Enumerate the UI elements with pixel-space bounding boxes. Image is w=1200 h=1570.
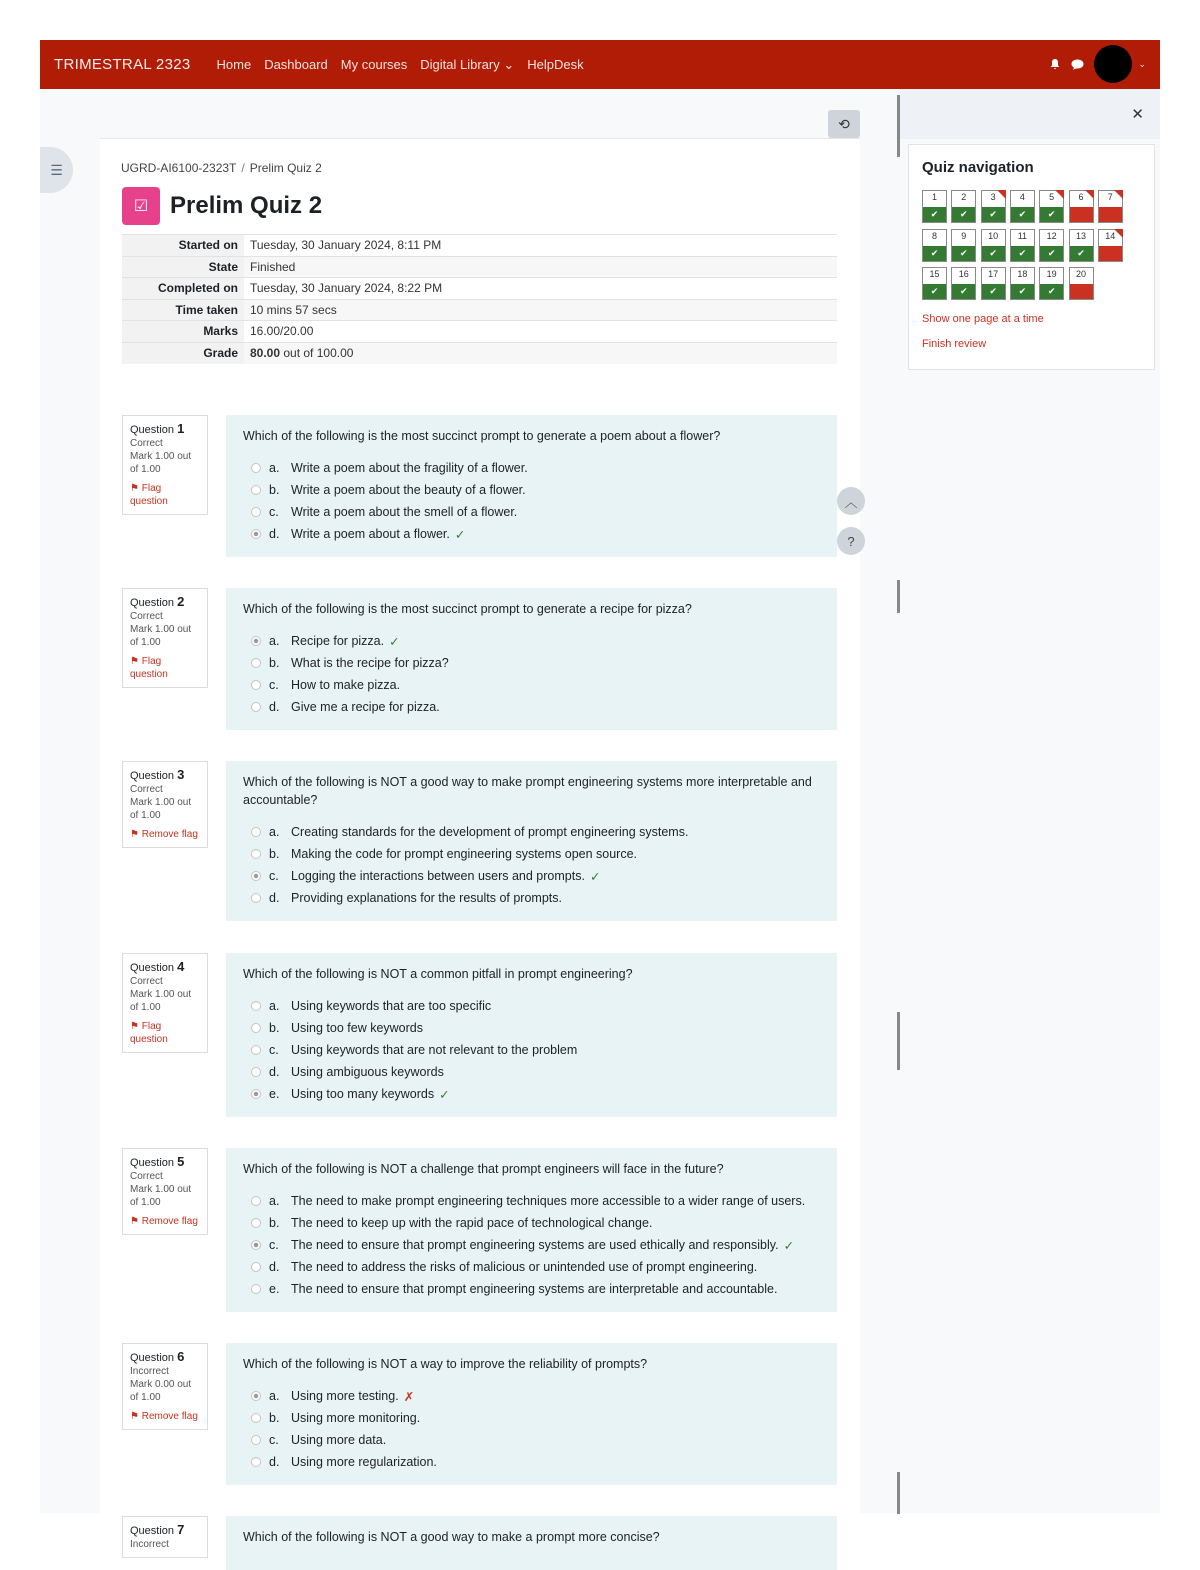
incorrect-marker	[1070, 207, 1093, 222]
answer-text: The need to address the risks of malicious or unintended use of prompt engineering.	[291, 1260, 758, 1274]
question-content	[226, 588, 837, 730]
question-info	[122, 1516, 208, 1558]
answer-radio[interactable]	[251, 1435, 261, 1445]
check-icon: ✔	[952, 284, 975, 299]
summary-key: Time taken	[122, 299, 244, 321]
quiz-nav-button[interactable]	[1098, 229, 1123, 262]
question-mark: Mark 1.00 out of 1.00	[130, 624, 192, 648]
answer-text: The need to keep up with the rapid pace of technological change.	[291, 1216, 653, 1230]
question-number: Question 6	[130, 1349, 185, 1364]
check-icon: ✔	[1011, 284, 1034, 299]
question-content	[226, 953, 837, 1117]
breadcrumb	[121, 161, 322, 175]
question-state: Correct	[130, 611, 163, 622]
question-info	[122, 953, 208, 1053]
question-text: Which of the following is the most succinct prompt to generate a recipe for pizza?	[243, 602, 692, 616]
answer-letter: c.	[269, 1433, 279, 1447]
answer-text: Recipe for pizza.	[291, 634, 385, 648]
answer-option	[243, 1039, 820, 1061]
answer-text: The need to ensure that prompt engineering systems are interpretable and accountable.	[291, 1282, 778, 1296]
answer-option	[243, 1385, 820, 1407]
question-content	[226, 415, 837, 557]
answer-radio[interactable]	[251, 680, 261, 690]
flag-icon: ⚑	[130, 656, 139, 667]
answer-radio[interactable]	[251, 893, 261, 903]
flag-icon	[1114, 190, 1123, 199]
answer-radio[interactable]	[251, 1089, 261, 1099]
question-info	[122, 1148, 208, 1235]
answer-radio[interactable]	[251, 1284, 261, 1294]
answer-option	[243, 995, 820, 1017]
check-icon: ✔	[982, 246, 1005, 261]
quiz-nav-button[interactable]	[981, 229, 1006, 262]
summary-value: 16.00/20.00	[244, 321, 837, 343]
question-state: Correct	[130, 976, 163, 987]
answer-radio[interactable]	[251, 529, 261, 539]
answer-option	[243, 865, 820, 887]
page	[40, 40, 1160, 1550]
answer-letter: b.	[269, 656, 280, 670]
answer-text: Making the code for prompt engineering systems open source.	[291, 847, 638, 861]
flag-icon: ⚑	[130, 1021, 139, 1032]
question-text: Which of the following is NOT a common pitfall in prompt engineering?	[243, 967, 633, 981]
answer-radio[interactable]	[251, 1413, 261, 1423]
check-icon: ✔	[1040, 284, 1063, 299]
answer-text: Give me a recipe for pizza.	[291, 700, 440, 714]
answer-option	[243, 1212, 820, 1234]
answer-option	[243, 696, 820, 718]
flag-icon: ⚑	[130, 1216, 139, 1227]
chevron-down-icon: ⌄	[503, 56, 515, 72]
nav-home[interactable]: Home	[216, 56, 252, 72]
answer-text: Using too few keywords	[291, 1021, 424, 1035]
answer-option	[243, 1083, 820, 1105]
question-text: Which of the following is NOT a way to improve the reliability of prompts?	[243, 1357, 648, 1371]
cross-icon: ✗	[403, 1389, 415, 1404]
quiz-nav-button[interactable]	[1039, 229, 1064, 262]
question-state: Incorrect	[130, 1366, 169, 1377]
question-info	[122, 1343, 208, 1430]
close-icon[interactable]: ✕	[1131, 106, 1144, 123]
quiz-icon: ☑	[122, 187, 160, 225]
quiz-nav-button[interactable]	[922, 229, 947, 262]
question-text: Which of the following is the most succinct prompt to generate a poem about a flower?	[243, 429, 721, 443]
summary-value: Finished	[244, 256, 837, 278]
check-icon: ✔	[952, 246, 975, 261]
right-drawer-header	[900, 89, 1160, 139]
answer-letter: d.	[269, 700, 280, 714]
answer-letter: c.	[269, 869, 279, 883]
question-content	[226, 1148, 837, 1312]
summary-value: 10 mins 57 secs	[244, 299, 837, 321]
answer-radio[interactable]	[251, 1391, 261, 1401]
question-text: Which of the following is NOT a good way to make prompt engineering systems more interpretable and accountable?	[243, 775, 812, 807]
answer-radio[interactable]	[251, 658, 261, 668]
answer-option	[243, 843, 820, 865]
check-icon: ✓	[589, 869, 601, 884]
answer-letter: a.	[269, 999, 280, 1013]
timer-button[interactable]	[828, 110, 860, 138]
answer-letter: c.	[269, 1238, 279, 1252]
check-icon: ✔	[982, 207, 1005, 222]
flag-label: Remove flag	[141, 1216, 198, 1227]
quiz-nav-number: 13	[1075, 230, 1086, 241]
answer-text: Using more testing.	[291, 1389, 399, 1403]
check-icon: ✔	[952, 207, 975, 222]
answer-radio[interactable]	[251, 1457, 261, 1467]
incorrect-marker	[1099, 207, 1122, 222]
answer-radio[interactable]	[251, 1045, 261, 1055]
answer-option	[243, 1451, 820, 1473]
answer-option	[243, 1256, 820, 1278]
check-icon: ✓	[439, 1087, 450, 1102]
check-icon: ✔	[1011, 246, 1034, 261]
quiz-nav-number: 5	[1049, 192, 1055, 202]
question-info	[122, 415, 208, 515]
list-icon: ☰	[50, 161, 63, 178]
summary-row	[122, 278, 837, 300]
answer-radio[interactable]	[251, 1196, 261, 1206]
summary-row	[122, 321, 837, 343]
answer-option	[243, 630, 820, 652]
nav-links	[217, 57, 584, 73]
scrollbar-thumb[interactable]	[897, 1012, 900, 1070]
summary-key: Started on	[122, 235, 244, 257]
quiz-nav-button[interactable]	[981, 190, 1006, 223]
answer-letter: c.	[269, 1043, 279, 1057]
top-navbar	[40, 40, 1160, 89]
flag-label: Flag question	[130, 656, 168, 680]
answer-letter: b.	[269, 1021, 280, 1035]
flag-icon: ⚑	[130, 1411, 139, 1422]
nav-dashboard[interactable]: Dashboard	[264, 56, 328, 72]
quiz-nav-number: 9	[961, 230, 967, 241]
answer-option	[243, 1061, 820, 1083]
flag-question-link[interactable]	[130, 1215, 201, 1228]
flag-icon	[997, 190, 1006, 199]
incorrect-marker	[1099, 246, 1122, 261]
answer-radio[interactable]	[251, 1023, 261, 1033]
flag-label: Remove flag	[141, 829, 198, 840]
breadcrumb-course[interactable]: UGRD-AI6100-2323T	[121, 161, 237, 175]
page-title: Prelim Quiz 2	[170, 192, 323, 219]
site-brand[interactable]: TRIMESTRAL 2323	[54, 56, 191, 73]
summary-row	[122, 342, 837, 364]
question-number: Question 2	[130, 594, 185, 609]
summary-key: Grade	[122, 342, 244, 364]
quiz-nav-number: 4	[1019, 192, 1025, 202]
nav-helpdesk[interactable]: HelpDesk	[527, 56, 584, 72]
answer-radio[interactable]	[251, 827, 261, 837]
answer-radio[interactable]	[251, 1218, 261, 1228]
flag-question-link[interactable]	[130, 1410, 201, 1423]
question-mark: Mark 1.00 out of 1.00	[130, 451, 192, 475]
summary-key: Marks	[122, 321, 244, 343]
question-number: Question 7	[130, 1522, 185, 1537]
question-number: Question 3	[130, 767, 185, 782]
check-icon: ✔	[923, 207, 946, 222]
answer-text: Write a poem about the smell of a flower.	[291, 505, 518, 519]
quiz-nav-button[interactable]	[922, 267, 947, 300]
question-icon: ?	[847, 533, 855, 549]
check-icon: ✔	[1011, 207, 1034, 222]
answer-letter: a.	[269, 1194, 280, 1208]
answer-radio[interactable]	[251, 702, 261, 712]
answer-radio[interactable]	[251, 636, 261, 646]
answer-text: Using keywords that are too specific	[291, 999, 492, 1013]
quiz-nav-number: 7	[1107, 192, 1113, 202]
main-content	[100, 138, 860, 1550]
quiz-nav-button[interactable]	[1010, 190, 1035, 223]
answer-letter: a.	[269, 825, 280, 839]
answer-text: Using too many keywords	[291, 1087, 435, 1101]
quiz-nav-number: 18	[1017, 269, 1028, 279]
answer-text: Write a poem about the beauty of a flower.	[291, 483, 526, 497]
grade-out-of: out of 100.00	[280, 346, 354, 360]
question-info	[122, 761, 208, 848]
answer-text: Using keywords that are not relevant to the problem	[291, 1043, 578, 1057]
answer-text: Using ambiguous keywords	[291, 1065, 444, 1079]
answer-option	[243, 1278, 820, 1300]
show-one-page-link[interactable]: Show one page at a time	[922, 313, 1044, 325]
answer-letter: c.	[269, 505, 279, 519]
question-state: Correct	[130, 1171, 163, 1182]
answer-letter: d.	[269, 527, 280, 541]
answer-text: Using more data.	[291, 1433, 387, 1447]
flag-icon	[1085, 190, 1094, 199]
answer-radio[interactable]	[251, 871, 261, 881]
quiz-nav-number: 14	[1105, 230, 1116, 241]
quiz-nav-button[interactable]	[981, 267, 1006, 300]
answer-letter: c.	[269, 678, 279, 692]
summary-key: Completed on	[122, 278, 244, 300]
scrollbar-thumb[interactable]	[897, 1472, 900, 1514]
question-state: Correct	[130, 438, 163, 449]
answer-letter: a.	[269, 461, 280, 475]
answer-letter: d.	[269, 891, 280, 905]
flag-icon	[1114, 229, 1123, 238]
answer-option	[243, 1407, 820, 1429]
incorrect-marker	[1070, 284, 1093, 299]
answer-letter: a.	[269, 1389, 280, 1403]
quiz-nav-number: 20	[1075, 269, 1086, 279]
answer-text: Using more regularization.	[291, 1455, 437, 1469]
answer-radio[interactable]	[251, 485, 261, 495]
answer-option	[243, 1190, 820, 1212]
question-mark: Mark 1.00 out of 1.00	[130, 989, 192, 1013]
answer-text: How to make pizza.	[291, 678, 401, 692]
quiz-nav-number: 15	[929, 269, 940, 279]
quiz-nav-number: 12	[1046, 230, 1057, 241]
course-index-toggle[interactable]	[40, 147, 73, 193]
breadcrumb-separator: /	[241, 161, 245, 175]
check-icon: ✔	[1040, 207, 1063, 222]
answer-letter: b.	[269, 847, 280, 861]
check-icon: ✔	[923, 246, 946, 261]
breadcrumb-page[interactable]: Prelim Quiz 2	[249, 161, 322, 175]
quiz-nav-button[interactable]	[922, 190, 947, 223]
summary-row	[122, 256, 837, 278]
quiz-nav-number: 3	[990, 192, 996, 202]
nav-digital-library-label: Digital Library	[420, 56, 500, 72]
check-icon: ✔	[1070, 246, 1093, 261]
quiz-nav-number: 8	[931, 230, 937, 241]
nav-digital-library[interactable]	[420, 57, 514, 73]
answer-text: Creating standards for the development of prompt engineering systems.	[291, 825, 689, 839]
flag-icon	[1055, 190, 1064, 199]
question-content	[226, 1343, 837, 1485]
summary-row	[122, 235, 837, 257]
answer-letter: d.	[269, 1455, 280, 1469]
flag-icon: ⚑	[130, 483, 139, 494]
answer-radio[interactable]	[251, 507, 261, 517]
answer-option	[243, 479, 820, 501]
title-row	[122, 187, 322, 225]
bell-icon[interactable]	[1049, 58, 1061, 70]
history-icon: ⟲	[838, 115, 850, 132]
question-text: Which of the following is NOT a good way to make a prompt more concise?	[243, 1530, 660, 1544]
check-icon: ✔	[1040, 246, 1063, 261]
answer-option	[243, 457, 820, 479]
flag-label: Flag question	[130, 483, 168, 507]
quiz-nav-button[interactable]	[951, 229, 976, 262]
answer-option	[243, 1429, 820, 1451]
answer-radio[interactable]	[251, 1001, 261, 1011]
quiz-nav-number: 11	[1017, 230, 1028, 241]
check-icon: ✓	[454, 527, 466, 542]
flag-label: Flag question	[130, 1021, 168, 1045]
flag-question-link[interactable]	[130, 1020, 201, 1046]
answer-radio[interactable]	[251, 1240, 261, 1250]
quiz-nav-button[interactable]	[951, 190, 976, 223]
quiz-nav-button[interactable]	[1039, 190, 1064, 223]
check-icon: ✓	[389, 634, 400, 649]
question-mark: Mark 1.00 out of 1.00	[130, 797, 192, 821]
answer-radio[interactable]	[251, 849, 261, 859]
quiz-nav-number: 6	[1078, 192, 1084, 202]
nav-right	[1049, 45, 1146, 83]
question-state: Incorrect	[130, 1539, 169, 1550]
answer-option	[243, 652, 820, 674]
answer-text: Write a poem about the fragility of a flower.	[291, 461, 528, 475]
quiz-nav-number: 19	[1046, 269, 1057, 279]
flag-question-link[interactable]	[130, 482, 201, 508]
check-icon: ✓	[783, 1238, 795, 1253]
answer-letter: e.	[269, 1282, 280, 1296]
quiz-nav-number: 2	[961, 192, 967, 202]
question-number: Question 1	[130, 421, 185, 436]
flag-question-link[interactable]	[130, 828, 201, 841]
help-button[interactable]	[837, 527, 865, 555]
answer-radio[interactable]	[251, 1262, 261, 1272]
nav-my-courses[interactable]: My courses	[340, 56, 408, 72]
quiz-nav-button[interactable]	[1010, 267, 1035, 300]
quiz-nav-button[interactable]	[1069, 267, 1094, 300]
quiz-nav-number: 16	[958, 269, 969, 279]
quiz-nav-button[interactable]	[1069, 190, 1094, 223]
chevron-up-icon: ︿	[844, 494, 858, 510]
quiz-nav-button[interactable]	[1098, 190, 1123, 223]
answer-option	[243, 821, 820, 843]
summary-value: Tuesday, 30 January 2024, 8:11 PM	[244, 235, 837, 257]
question-mark: Mark 1.00 out of 1.00	[130, 1184, 192, 1208]
answer-text: Providing explanations for the results of prompts.	[291, 891, 562, 905]
answer-text: Write a poem about a flower.	[291, 527, 450, 541]
summary-value	[244, 342, 837, 364]
finish-review-link[interactable]: Finish review	[922, 338, 987, 350]
answer-letter: b.	[269, 1216, 280, 1230]
answer-text: The need to ensure that prompt engineering systems are used ethically and responsibly.	[291, 1238, 779, 1252]
summary-key: State	[122, 256, 244, 278]
user-avatar[interactable]	[1094, 45, 1132, 83]
answer-text: Logging the interactions between users and prompts.	[291, 869, 585, 883]
answer-letter: e.	[269, 1087, 280, 1101]
user-menu-chevron-icon[interactable]: ⌄	[1138, 58, 1146, 69]
answer-option	[243, 1017, 820, 1039]
check-icon: ✔	[982, 284, 1005, 299]
question-content	[226, 1516, 837, 1570]
attempt-summary-table	[122, 234, 837, 364]
quiz-nav-number: 10	[988, 230, 999, 241]
answer-option	[243, 1234, 820, 1256]
answer-letter: b.	[269, 1411, 280, 1425]
quiz-navigation-title: Quiz navigation	[922, 159, 1034, 176]
summary-value: Tuesday, 30 January 2024, 8:22 PM	[244, 278, 837, 300]
answer-text: Using more monitoring.	[291, 1411, 421, 1425]
quiz-nav-button[interactable]	[1069, 229, 1094, 262]
answer-letter: d.	[269, 1065, 280, 1079]
quiz-nav-button[interactable]	[951, 267, 976, 300]
answer-letter: d.	[269, 1260, 280, 1274]
answer-letter: a.	[269, 634, 280, 648]
answer-text: The need to make prompt engineering techniques more accessible to a wider range of users.	[291, 1194, 806, 1208]
answer-radio[interactable]	[251, 463, 261, 473]
flag-icon: ⚑	[130, 829, 139, 840]
back-to-top-button[interactable]	[837, 487, 865, 515]
question-info	[122, 588, 208, 688]
answer-option	[243, 887, 820, 909]
quiz-navigation-block	[908, 144, 1155, 370]
answer-option	[243, 674, 820, 696]
answer-text: What is the recipe for pizza?	[291, 656, 449, 670]
summary-row	[122, 299, 837, 321]
quiz-nav-number: 17	[988, 269, 999, 279]
answer-radio[interactable]	[251, 1067, 261, 1077]
question-content	[226, 761, 837, 921]
question-number: Question 5	[130, 1154, 185, 1169]
flag-label: Remove flag	[141, 1411, 198, 1422]
answer-option	[243, 501, 820, 523]
quiz-nav-button[interactable]	[1039, 267, 1064, 300]
quiz-nav-button[interactable]	[1010, 229, 1035, 262]
grade-value: 80.00	[250, 346, 281, 360]
flag-question-link[interactable]	[130, 655, 201, 681]
quiz-nav-number: 1	[931, 192, 937, 202]
question-mark: Mark 0.00 out of 1.00	[130, 1379, 192, 1403]
question-number: Question 4	[130, 959, 185, 974]
question-text: Which of the following is NOT a challenge that prompt engineers will face in the future?	[243, 1162, 724, 1176]
answer-option	[243, 523, 820, 545]
scrollbar-thumb[interactable]	[897, 580, 900, 613]
question-state: Correct	[130, 784, 163, 795]
check-icon: ✔	[923, 284, 946, 299]
answer-letter: b.	[269, 483, 280, 497]
chat-icon[interactable]	[1071, 59, 1084, 70]
